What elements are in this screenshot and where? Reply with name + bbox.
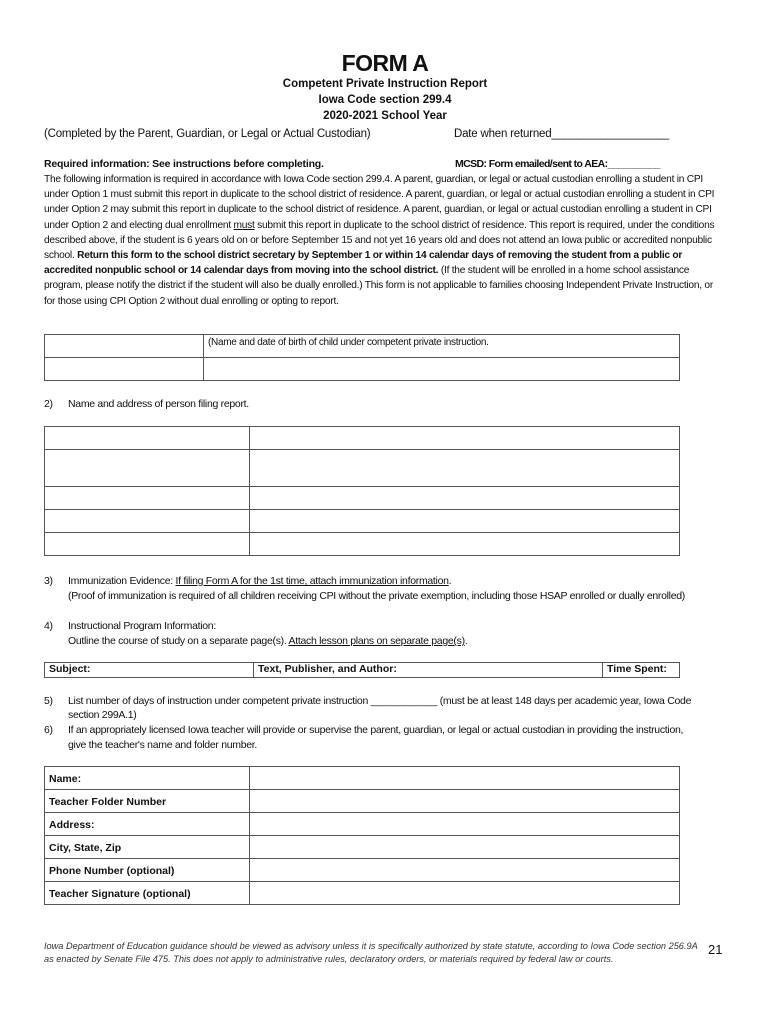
item2-text: Name and address of person filing report. <box>68 398 249 410</box>
filer-cell[interactable] <box>250 427 680 450</box>
item3-label: Immunization Evidence: <box>68 575 176 587</box>
code-section: Iowa Code section 299.4 <box>318 94 452 106</box>
child-dob-cell[interactable] <box>45 358 204 381</box>
para-text-1: The following information is required in accordance with Iowa Code section 299.4. A parent, guardian, or legal or actual custodian enrolling a student in CPI under Option 1 must submit this report in duplicate to the school district of residence. A parent, guardian, or legal or actual custodian enrolling a student in CPI under Option 2 may submit this report in duplicate to the school district of residence. A parent, guardian, or legal or actual custodian enrolling a student in CPI under Option 2 and electing dual enrollment <box>44 174 715 231</box>
teacher-address-label: Address: <box>45 813 250 836</box>
subject-table <box>44 662 680 678</box>
teacher-city-cell[interactable] <box>250 836 680 859</box>
teacher-phone-label: Phone Number (optional) <box>45 859 250 882</box>
item3-attach-link: If filing Form A for the 1st time, attach immunization information <box>175 575 449 587</box>
item4-heading: Instructional Program Information: <box>68 620 216 632</box>
school-year: 2020-2021 School Year <box>323 110 447 122</box>
para-must: must <box>233 219 255 231</box>
teacher-table <box>44 766 680 905</box>
filer-cell[interactable] <box>250 487 680 510</box>
footer-disclaimer: Iowa Department of Education guidance should be viewed as advisory unless it is specifically authorized by state statute, according to Iowa Code section 256.9A as enacted by Senate File 475. This does not apply to administrative rules, declaratory orders, or materials required by federal law or courts. <box>44 941 698 964</box>
item4-outline: Outline the course of study on a separate page(s). <box>68 635 289 647</box>
teacher-city-label: City, State, Zip <box>45 836 250 859</box>
child-name-cell[interactable] <box>45 335 204 358</box>
form-title: FORM A <box>341 50 429 76</box>
item6-text: If an appropriately licensed Iowa teacher will provide or supervise the parent, guardian, or legal or actual custodian in providing the instruction, <box>68 724 684 736</box>
item3-number: 3) <box>44 575 53 587</box>
item2-number: 2) <box>44 398 53 410</box>
teacher-name-label: Name: <box>45 767 250 790</box>
filer-cell[interactable] <box>250 450 680 487</box>
completed-by-note: (Completed by the Parent, Guardian, or Legal or Actual Custodian) <box>44 128 371 140</box>
instructions-paragraph <box>44 172 720 309</box>
text-publisher-header: Text, Publisher, and Author: <box>254 663 603 678</box>
teacher-folder-label: Teacher Folder Number <box>45 790 250 813</box>
filer-cell[interactable] <box>45 510 250 533</box>
item3-note: (Proof of immunization is required of all children receiving CPI without the private exemption, including those HSAP enrolled or dually enrolled) <box>68 590 685 602</box>
subject-header: Subject: <box>45 663 254 678</box>
teacher-signature-label: Teacher Signature (optional) <box>45 882 250 905</box>
teacher-folder-cell[interactable] <box>250 790 680 813</box>
item3-period: . <box>448 575 452 587</box>
item5-text-cont: section 299A.1) <box>68 709 137 721</box>
filer-table <box>44 426 680 556</box>
teacher-signature-cell[interactable] <box>250 882 680 905</box>
teacher-name-cell[interactable] <box>250 767 680 790</box>
filer-cell[interactable] <box>250 533 680 556</box>
para-text-2: submit this report in duplicate to the school district of residence. This report is required, under the conditions described above, if the student is 6 years old on or before September 15 and not yet 16 years old and does not attend an Iowa public or accredited nonpublic school. <box>44 219 715 262</box>
filer-cell[interactable] <box>250 510 680 533</box>
page-number: 21 <box>708 942 723 957</box>
item4-period: . <box>464 635 468 647</box>
child-table-header: (Name and date of birth of child under competent private instruction. <box>204 335 680 358</box>
item5-number: 5) <box>44 695 53 707</box>
time-spent-header: Time Spent: <box>603 663 680 678</box>
required-info-heading: Required information: See instructions before completing. <box>44 158 324 170</box>
para-text-3: (If the student will be enrolled in a home school assistance program, please notify the district if the student will also be dually enrolled.) This form is not applicable to families choosing Independent Private Instruction, or for those using CPI Option 2 without dual enrolling or opting to report. <box>44 265 713 307</box>
para-deadline-bold: Return this form to the school district secretary by September 1 or within 14 calendar days of removing the student from a public or accredited nonpublic school or 14 calendar days from moving into the school district. <box>44 250 683 277</box>
filer-cell[interactable] <box>45 533 250 556</box>
item4-lesson-plans: Attach lesson plans on separate page(s) <box>288 635 465 647</box>
date-returned-field[interactable]: Date when returned___________________ <box>454 128 670 140</box>
child-table <box>44 334 680 381</box>
form-subtitle: Competent Private Instruction Report <box>282 78 488 90</box>
filer-cell[interactable] <box>45 450 250 487</box>
teacher-address-cell[interactable] <box>250 813 680 836</box>
item4-number: 4) <box>44 620 53 632</box>
item3-text <box>68 575 451 587</box>
filer-cell[interactable] <box>45 427 250 450</box>
child-info-cell[interactable] <box>204 358 680 381</box>
mcsd-aea-field[interactable]: MCSD: Form emailed/sent to AEA:__________ <box>455 158 660 170</box>
item6-number: 6) <box>44 724 53 736</box>
item5-text: List number of days of instruction under competent private instruction ____________ (must be at least 148 days per academic year, Iowa Code <box>68 695 692 707</box>
teacher-phone-cell[interactable] <box>250 859 680 882</box>
item4-text <box>68 635 467 647</box>
filer-cell[interactable] <box>45 487 250 510</box>
item6-text-cont: give the teacher's name and folder number. <box>68 739 258 751</box>
